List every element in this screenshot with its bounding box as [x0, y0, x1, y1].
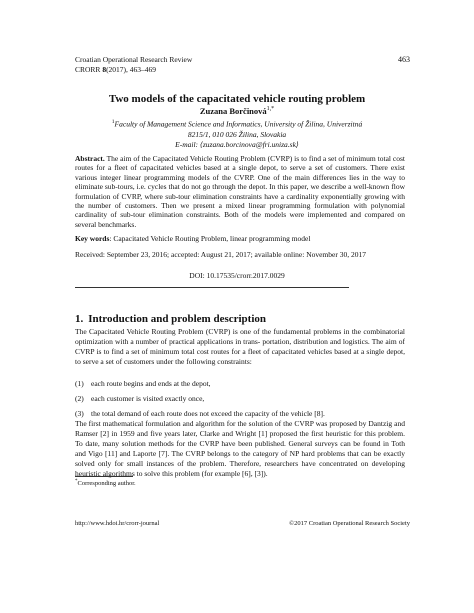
author-marks: 1,*: [266, 106, 275, 113]
affiliation: [0, 117, 474, 150]
journal-volume: 8: [102, 65, 107, 74]
list-item: [75, 394, 405, 403]
list-marker: (3): [75, 409, 84, 418]
author-name: Zuzana Borčinová: [199, 106, 267, 116]
journal-year-pages: (2017), 463–469: [106, 65, 157, 74]
journal-header: [75, 55, 192, 75]
list-item-text: each route begins and ends at the depot,: [91, 379, 211, 388]
section-title: Introduction and problem description: [88, 313, 267, 325]
author-line: [0, 106, 474, 116]
intro-paragraph: The Capacitated Vehicle Routing Problem (CVRP) is one of the fundamental problems in the combinatorial optimization with a number of practical applications in trans- portation, distribution and logistics. The aim of CVRP is to find a set of minimum total cost routes for a fleet of capacitated vehicles based at a single depot, to serve a set of customers under the following constraints:: [75, 327, 405, 366]
keywords-label: Key words: [75, 234, 110, 243]
abstract: [75, 154, 405, 229]
list-marker: (2): [75, 394, 84, 403]
footnote-mark: *: [75, 479, 78, 484]
journal-name: Croatian Operational Research Review: [75, 55, 193, 64]
abstract-text: The aim of the Capacitated Vehicle Routing Problem (CVRP) is to find a set of minimum total cost routes for a fleet of capacitated vehicles based at a single depot, to serve a set of customers. There exist various integer linear programming models of the CVRP. One of the main differences lies in the way to eliminate sub-tours, i.e. cycles that do not go through the depot. In this paper, we describe a well-known flow formulation of CVRP, where sub-tour elimination constraints have a cardinality exponentially growing with the number of customers. Then we present a mixed linear programming formulation with polynomial cardinality of sub-tour elimination constraints. Both of the models were implemented and compared on several benchmarks.: [75, 154, 405, 229]
journal-abbr: CRORR: [75, 65, 101, 74]
list-item: [75, 379, 405, 388]
journal-citation: [75, 65, 192, 75]
paper-title: Two models of the capacitated vehicle routing problem: [108, 93, 366, 105]
section-heading: [75, 313, 266, 325]
author-email: E-mail: ⟨zuzana.borcinova@fri.uniza.sk⟩: [175, 139, 299, 149]
keywords-text: : Capacitated Vehicle Routing Problem, linear programming model: [109, 234, 311, 243]
footnote-text: Corresponding author.: [77, 480, 136, 488]
footnote-rule: [75, 476, 133, 477]
footnote: [75, 479, 136, 487]
abstract-label: Abstract.: [75, 154, 105, 163]
list-item-text: the total demand of each route does not exceed the capacity of the vehicle [8].: [91, 409, 325, 418]
list-item: [75, 409, 405, 418]
doi: DOI: 10.17535/crorr.2017.0029: [189, 271, 285, 280]
second-paragraph: The first mathematical formulation and algorithm for the solution of the CVRP was proposed by Dantzig and Ramser [2] in 1959 and five years later, Clarke and Wright [1] proposed the first heuristic for this problem. To date, many solution methods for the CVRP have been published. General surveys can be found in Toth and Vigo [11] and Laporte [7]. The CVRP belongs to the category of NP hard problems that can be exactly solved only for small instances of the problem. Therefore, researchers have concentrated on developing heuristic algorithms to solve this problem (for example [6], [3]).: [75, 419, 405, 478]
list-marker: (1): [75, 379, 84, 388]
copyright: ©2017 Croatian Operational Research Society: [289, 520, 410, 527]
section-number: 1.: [75, 313, 84, 325]
journal-url: http://www.hdoi.hr/crorr-journal: [75, 520, 160, 527]
page-number: 463: [398, 55, 410, 64]
list-item-text: each customer is visited exactly once,: [91, 394, 205, 403]
affiliation-line-2: 8215/1, 010 026 Žilina, Slovakia: [187, 129, 287, 139]
affiliation-mark: 1: [111, 119, 115, 125]
publication-dates: Received: September 23, 2016; accepted: August 21, 2017; available online: November 30, 2017: [75, 250, 366, 259]
section-divider: [75, 287, 349, 288]
keywords: [75, 234, 405, 244]
affiliation-line-1: $^1$Faculty of Management Science and Informatics, University of Žilina, Univerzitná: [111, 119, 363, 129]
